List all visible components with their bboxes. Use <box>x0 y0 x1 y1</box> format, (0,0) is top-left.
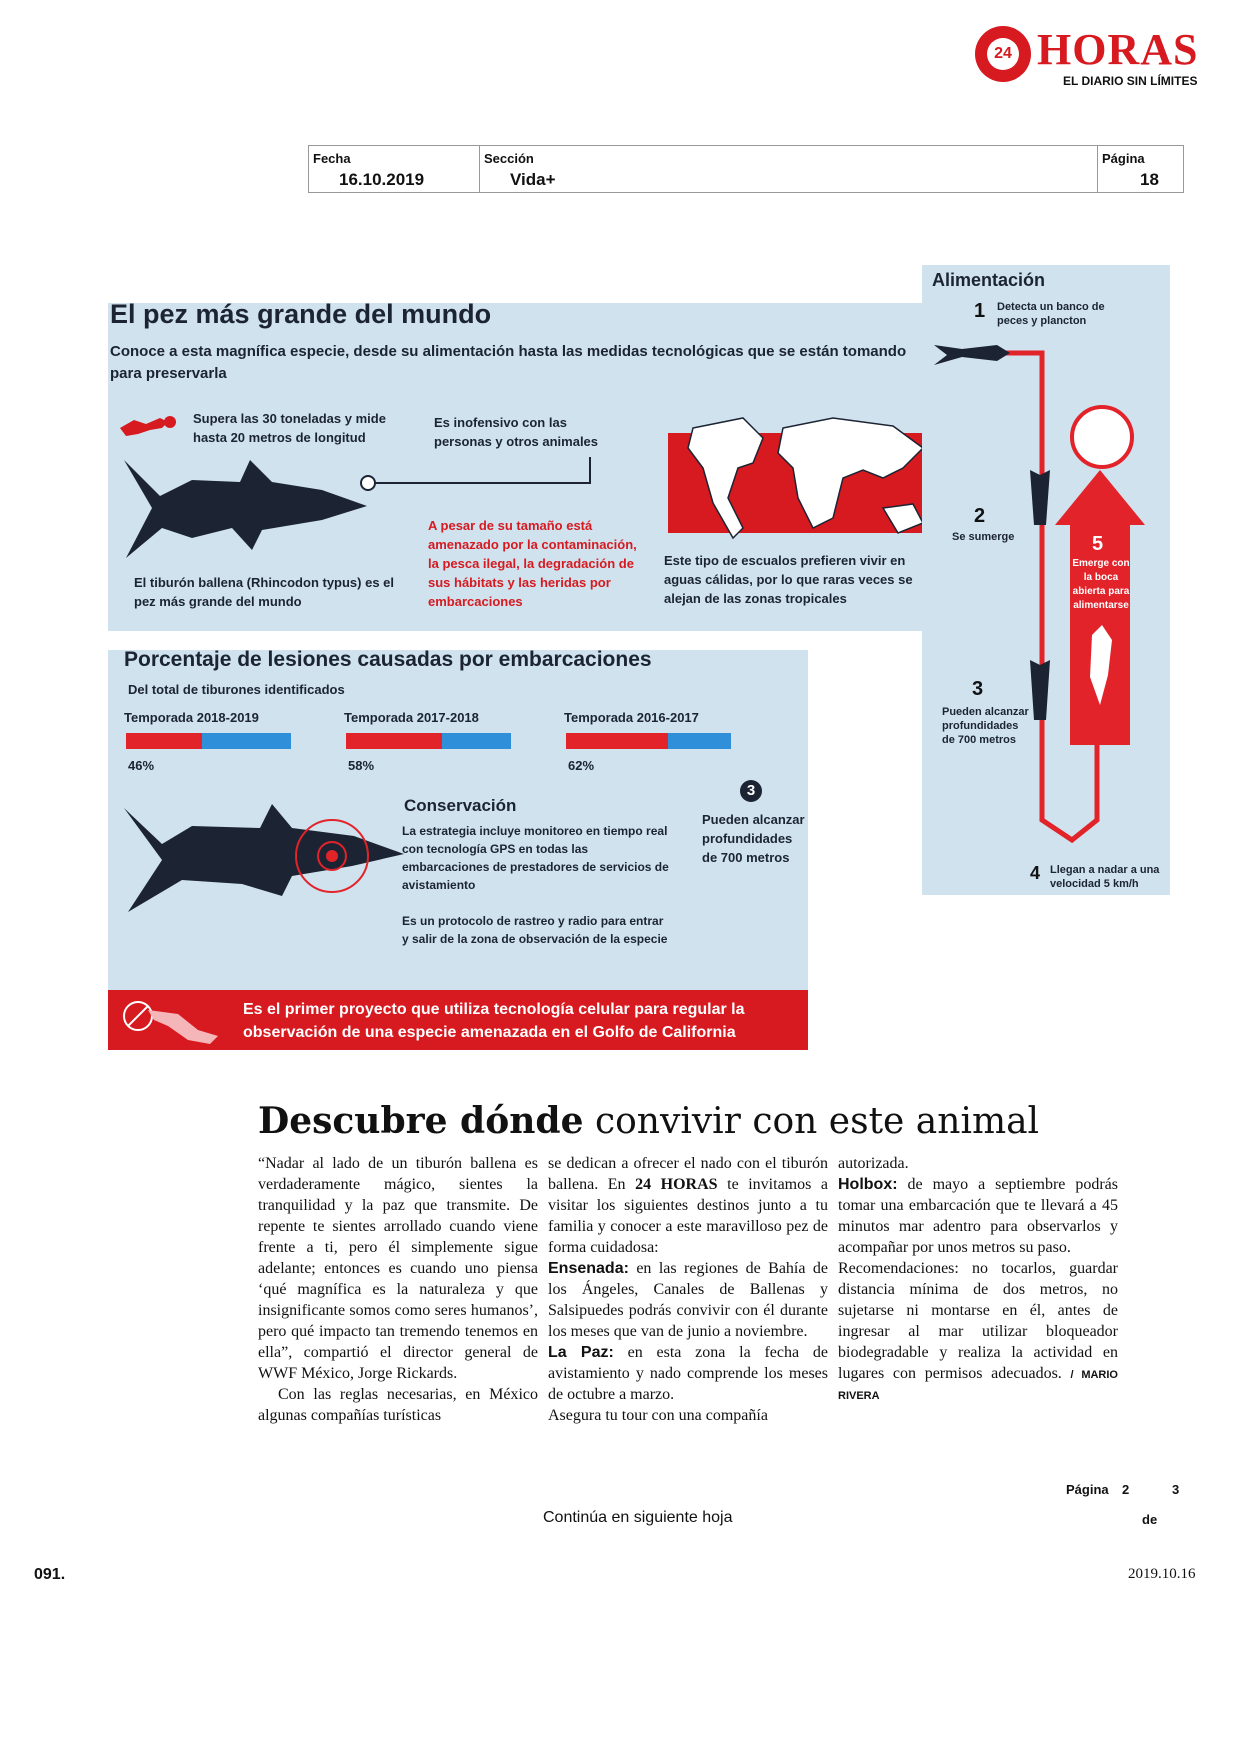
injury-bar-2017 <box>346 733 511 749</box>
fecha-value: 16.10.2019 <box>339 170 425 189</box>
pagina-cell <box>1098 146 1183 192</box>
fecha-cell <box>309 146 479 192</box>
step-4-text: Llegan a nadar a una velocidad 5 km/h <box>1050 864 1160 890</box>
season-label-2017: Temporada 2017-2018 <box>344 710 479 725</box>
season-label-2018: Temporada 2018-2019 <box>124 710 259 725</box>
ensenada-label: Ensenada: <box>548 1260 629 1277</box>
step-3-depth-text: Pueden alcanzar profundidades de 700 metros <box>702 812 805 865</box>
conservation-text-2: Es un protocolo de rastreo y radio para entrar y salir de la zona de observación de la especie <box>402 914 668 946</box>
mexico-map-icon <box>118 996 228 1046</box>
article-column-3 <box>838 1153 1118 1405</box>
world-map-icon <box>683 408 928 548</box>
fact-name: El tiburón ballena (Rhincodon typus) es el pez más grande del mundo <box>134 575 395 609</box>
seccion-label: Sección <box>484 151 534 166</box>
diver-icon <box>116 410 182 440</box>
article-column-2 <box>548 1153 828 1426</box>
injuries-title: Porcentaje de lesiones causadas por embarcaciones <box>124 650 652 671</box>
fecha-label: Fecha <box>313 151 351 166</box>
step-2-text: Se sumerge <box>952 531 1015 543</box>
step-4-number: 4 <box>1030 863 1041 883</box>
footer-code: 091. <box>34 1566 66 1583</box>
article-title <box>258 1100 1158 1142</box>
step-3-number: 3 <box>972 678 984 700</box>
whale-shark-gps-icon <box>122 800 422 920</box>
logo-wordmark: HORAS <box>1037 25 1199 74</box>
byline: / MARIO RIVERA <box>838 1369 1118 1402</box>
fact-habitat: Este tipo de escualos prefieren vivir en aguas cálidas, por lo que raras veces se alejan de las zonas tropicales <box>664 553 913 606</box>
article-title-light: convivir con este animal <box>594 1101 1040 1142</box>
logo-tagline: EL DIARIO SIN LÍMITES <box>1063 74 1198 88</box>
pagina-label: Página <box>1102 151 1145 166</box>
season-label-2016: Temporada 2016-2017 <box>564 710 699 725</box>
quote-paragraph: “Nadar al lado de un tiburón ballena es verdaderamente mágico, sientes la tranquilidad y la paz que transmite. De repente te sientes arrollado cuando viene frente a ti, pero él simplemente sigue adelante; entonces es cuando uno piensa ‘qué magnífica es la naturaleza y que insignificante somos como seres humanos’, pero qué impacto tan tremendo tenemos en ella”, compartió el director general de WWF México, Jorge Rickards. <box>258 1155 538 1382</box>
holbox-label: Holbox: <box>838 1176 898 1193</box>
injury-fill-2016 <box>566 733 668 749</box>
infographic-title: El pez más grande del mundo <box>110 303 492 329</box>
band-text: Es el primer proyecto que utiliza tecnología celular para regular la observación de una especie amenazada en el Golfo de California <box>243 1001 745 1041</box>
footer-de-label: de <box>1142 1512 1158 1527</box>
whale-shark-silhouette-icon <box>122 458 372 568</box>
fact-harmless: Es inofensivo con las personas y otros animales <box>434 415 599 449</box>
lapaz-label: La Paz: <box>548 1344 614 1361</box>
conservation-title: Conservación <box>404 796 517 815</box>
injury-bar-2016 <box>566 733 731 749</box>
col2-text-a: se dedican a ofrecer el nado con el tiburón ballena. En <box>548 1155 828 1193</box>
feeding-panel <box>922 265 1170 895</box>
step-3-text: Pueden alcanzar profundidades de 700 metros <box>942 706 1029 746</box>
injury-fill-2018 <box>126 733 202 749</box>
injury-value-2016: 62% <box>568 758 595 773</box>
injury-bar-2018 <box>126 733 291 749</box>
recommendations-text: Recomendaciones: no tocarlos, guardar distancia mínima de dos metros, no sujetarse ni montarse en él, antes de ingresar al mar utilizar bloqueador biodegradable y realiza la actividad en lugares con permisos adecuados. <box>838 1260 1118 1382</box>
step-5-text: Emerge con la boca abierta para alimentarse <box>1072 558 1130 611</box>
injuries-panel <box>108 650 808 1050</box>
clock-badge-icon <box>975 26 1031 82</box>
step-1-number: 1 <box>974 300 986 322</box>
fact-threat: A pesar de su tamaño está amenazado por la contaminación, la pesca ilegal, la degradación de sus hábitats y las heridas por embarcaciones <box>428 518 637 609</box>
feeding-title: Alimentación <box>932 270 1046 290</box>
fact-size: Supera las 30 toneladas y mide hasta 20 metros de longitud <box>193 411 386 445</box>
conservation-text-1: La estrategia incluye monitoreo en tiempo real con tecnología GPS en todas las embarcaciones de prestadores de servicios de avistamiento <box>402 824 669 892</box>
step-5-number: 5 <box>1092 533 1104 555</box>
infographic-subtitle: Conoce a esta magnífica especie, desde su alimentación hasta las medidas tecnológicas que se están tomando para preservarla <box>110 343 907 382</box>
article-column-1 <box>258 1153 538 1426</box>
injuries-subtitle: Del total de tiburones identificados <box>128 682 345 697</box>
clipping-header <box>308 145 1184 193</box>
red-band <box>108 990 808 1050</box>
footer-date: 2019.10.16 <box>1128 1566 1196 1582</box>
col2-text-b: te invitamos a visitar los siguientes destinos junto a tu familia y conocer a este maravilloso pez de forma cuidadosa: <box>548 1176 829 1256</box>
newspaper-logo <box>975 26 1215 90</box>
injury-value-2017: 58% <box>348 758 375 773</box>
article-title-bold: Descubre dónde <box>258 1100 584 1142</box>
footer-pagina-label: Página <box>1066 1482 1109 1497</box>
infographic-main-panel <box>108 303 928 631</box>
col3-text-a: autorizada. <box>838 1155 909 1172</box>
feeding-diagram <box>922 265 1170 895</box>
step-2-number: 2 <box>974 505 986 527</box>
footer-page-total: 3 <box>1172 1482 1180 1497</box>
ensenada-text: en las regiones de Bahía de los Ángeles, Canales de Ballenas y Salsipuedes podrás convivir con él durante los meses que van de junio a noviembre. <box>548 1260 828 1340</box>
seccion-cell <box>480 146 1080 192</box>
seccion-value: Vida+ <box>510 170 556 189</box>
callout-line <box>358 453 598 503</box>
pagina-value: 18 <box>1140 170 1159 189</box>
injury-fill-2017 <box>346 733 442 749</box>
footer-page-num: 2 <box>1122 1482 1130 1497</box>
injury-value-2018: 46% <box>128 758 155 773</box>
step-1-text: Detecta un banco de peces y plancton <box>997 301 1105 327</box>
holbox-text: de mayo a septiembre podrás tomar una embarcación que te llevará a 45 minutos mar adentro para observarlos y acompañar por unos metros su paso. <box>838 1176 1118 1256</box>
brand-name: 24 HORAS <box>635 1176 718 1193</box>
intro-paragraph: Con las reglas necesarias, en México algunas compañías turísticas <box>258 1386 538 1424</box>
logo-badge-number: 24 <box>987 38 1019 70</box>
step-3-badge: 3 <box>740 780 762 802</box>
col2-text-c: Asegura tu tour con una compañía <box>548 1407 768 1424</box>
continua-text: Continúa en siguiente hoja <box>543 1509 733 1526</box>
lapaz-text: en esta zona la fecha de avistamiento y nado comprende los meses de octubre a marzo. <box>548 1344 829 1403</box>
